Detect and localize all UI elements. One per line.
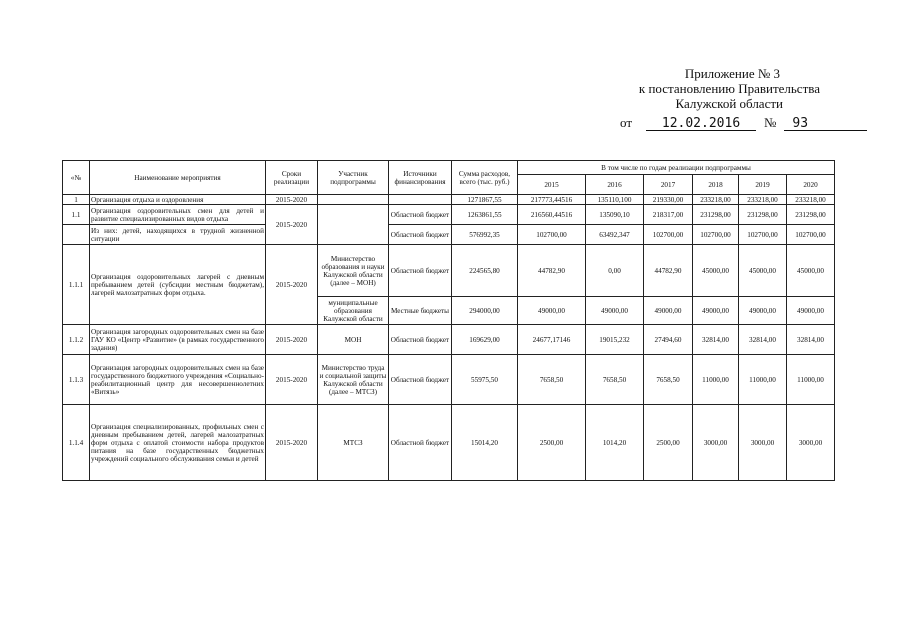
row-value: 49000,00 (518, 297, 586, 325)
year-header: 2017 (644, 175, 693, 195)
col-header-sources: Источники финансирования (389, 161, 452, 195)
row-source (389, 195, 452, 205)
decree-date: 12.02.2016 (646, 117, 756, 131)
row-value: 231298,00 (693, 205, 739, 225)
row-value: 3000,00 (693, 405, 739, 481)
col-header-name: Наименование мероприятия (90, 161, 266, 195)
table-row (63, 195, 835, 205)
row-value: 44782,90 (644, 245, 693, 297)
row-num: 1.1.2 (63, 325, 90, 355)
row-source: Областной бюджет (389, 225, 452, 245)
row-value: 217773,44516 (518, 195, 586, 205)
year-header: 2016 (586, 175, 644, 195)
row-value: 231298,00 (739, 205, 787, 225)
row-value: 32814,00 (739, 325, 787, 355)
row-participant: МТСЗ (318, 405, 389, 481)
row-value: 19015,232 (586, 325, 644, 355)
row-value: 0,00 (586, 245, 644, 297)
row-value: 45000,00 (693, 245, 739, 297)
row-value: 24677,17146 (518, 325, 586, 355)
table-row (63, 405, 835, 481)
row-value: 7658,50 (586, 355, 644, 405)
row-value: 135090,10 (586, 205, 644, 225)
row-source: Областной бюджет (389, 405, 452, 481)
appendix-subtitle: к постановлению Правительства (638, 81, 820, 96)
year-header: 2018 (693, 175, 739, 195)
year-header: 2020 (787, 175, 835, 195)
row-value: 11000,00 (787, 355, 835, 405)
row-value: 2500,00 (644, 405, 693, 481)
row-participant: МОН (318, 325, 389, 355)
table-row (63, 355, 835, 405)
row-name: Организация оздоровительных смен для детей и развитие специализированных видов отдыха (91, 206, 264, 223)
row-source: Областной бюджет (389, 245, 452, 297)
year-header: 2015 (518, 175, 586, 195)
row-value: 233218,00 (787, 195, 835, 205)
row-source: Областной бюджет (389, 355, 452, 405)
row-value: 216560,44516 (518, 205, 586, 225)
row-period: 2015-2020 (266, 245, 318, 325)
col-header-num: «№ (63, 161, 90, 195)
table-row (63, 245, 835, 297)
row-num: 1.1.4 (63, 405, 90, 481)
row-value: 49000,00 (693, 297, 739, 325)
row-participant: Министерство труда и социальной защиты Калужской области (далее – МТСЗ) (318, 355, 389, 405)
table-row (63, 325, 835, 355)
row-value: 11000,00 (693, 355, 739, 405)
row-name: Организация оздоровительных лагерей с дневным пребыванием детей (субсидии местным бюджетам), лагерей малозатратных форм отдыха. (90, 245, 266, 325)
row-total: 294000,00 (452, 297, 518, 325)
row-value: 1014,20 (586, 405, 644, 481)
row-value: 233218,00 (693, 195, 739, 205)
decree-date-line (620, 115, 867, 131)
col-header-by-years: В том числе по годам реализации подпрограммы (518, 161, 835, 175)
table-row (63, 205, 835, 225)
year-header: 2019 (739, 175, 787, 195)
row-total: 55975,50 (452, 355, 518, 405)
row-num: 1 (63, 195, 90, 205)
row-total: 1263861,55 (452, 205, 518, 225)
row-total: 224565,80 (452, 245, 518, 297)
row-value: 45000,00 (787, 245, 835, 297)
row-value: 63492,347 (586, 225, 644, 245)
row-name: Организация специализированных, профильных смен с дневным пребыванием детей, лагерей малозатратных форм отдыха с оплатой стоимости набора продуктов питания на базе государственных бюджетных учреждений социального обслуживания семьи и детей (90, 405, 266, 481)
row-value: 32814,00 (693, 325, 739, 355)
financing-table (62, 160, 835, 481)
row-num: 1.1.3 (63, 355, 90, 405)
col-header-total: Сумма расходов, всего (тыс. руб.) (452, 161, 518, 195)
row-period: 2015-2020 (266, 205, 318, 245)
row-value: 7658,50 (644, 355, 693, 405)
row-period: 2015-2020 (266, 195, 318, 205)
row-value: 102700,00 (693, 225, 739, 245)
col-header-period: Сроки реализации (266, 161, 318, 195)
table-row (63, 225, 835, 245)
row-value: 49000,00 (586, 297, 644, 325)
row-source: Областной бюджет (389, 325, 452, 355)
row-num (63, 225, 90, 245)
row-value: 49000,00 (644, 297, 693, 325)
row-value: 102700,00 (644, 225, 693, 245)
col-header-participant: Участник подпрограммы (318, 161, 389, 195)
row-num: 1.1 (63, 205, 90, 225)
row-total: 1271867,55 (452, 195, 518, 205)
row-value: 45000,00 (739, 245, 787, 297)
row-participant: Министерство образования и науки Калужской области (далее – МОН) (318, 245, 389, 297)
row-value: 102700,00 (518, 225, 586, 245)
row-name: Из них: детей, находящихся в трудной жизненной ситуации (91, 226, 264, 243)
row-period: 2015-2020 (266, 325, 318, 355)
row-source: Областной бюджет (389, 205, 452, 225)
row-total: 576992,35 (452, 225, 518, 245)
appendix-header (560, 66, 850, 111)
row-value: 44782,90 (518, 245, 586, 297)
row-value: 32814,00 (787, 325, 835, 355)
date-prefix: от (620, 115, 633, 130)
row-name: Организация загородных оздоровительных смен на базе ГАУ КО «Центр «Развитие» (в рамках государственного задания) (90, 325, 266, 355)
decree-number: 93 (784, 117, 867, 131)
row-value: 3000,00 (787, 405, 835, 481)
row-value: 135110,100 (586, 195, 644, 205)
row-source: Местные бюджеты (389, 297, 452, 325)
row-value: 49000,00 (787, 297, 835, 325)
row-value: 49000,00 (739, 297, 787, 325)
row-period: 2015-2020 (266, 355, 318, 405)
row-period: 2015-2020 (266, 405, 318, 481)
number-label: № (764, 115, 777, 130)
row-value: 219330,00 (644, 195, 693, 205)
row-participant: муниципальные образования Калужской области (318, 297, 389, 325)
row-value: 27494,60 (644, 325, 693, 355)
row-name: Организация отдыха и оздоровления (90, 195, 266, 205)
row-participant (318, 205, 389, 245)
row-total: 169629,00 (452, 325, 518, 355)
row-value: 231298,00 (787, 205, 835, 225)
row-value: 218317,00 (644, 205, 693, 225)
row-value: 102700,00 (739, 225, 787, 245)
row-value: 3000,00 (739, 405, 787, 481)
appendix-title: Приложение № 3 (684, 66, 780, 81)
row-value: 11000,00 (739, 355, 787, 405)
row-value: 2500,00 (518, 405, 586, 481)
row-num: 1.1.1 (63, 245, 90, 325)
row-value: 233218,00 (739, 195, 787, 205)
row-name: Организация загородных оздоровительных смен на базе государственного бюджетного учреждения «Социально-реабилитационный центр для несовершеннолетних «Витязь» (90, 355, 266, 405)
appendix-region: Калужской области (675, 96, 783, 111)
row-value: 102700,00 (787, 225, 835, 245)
row-value: 7658,50 (518, 355, 586, 405)
row-participant (318, 195, 389, 205)
row-total: 15014,20 (452, 405, 518, 481)
